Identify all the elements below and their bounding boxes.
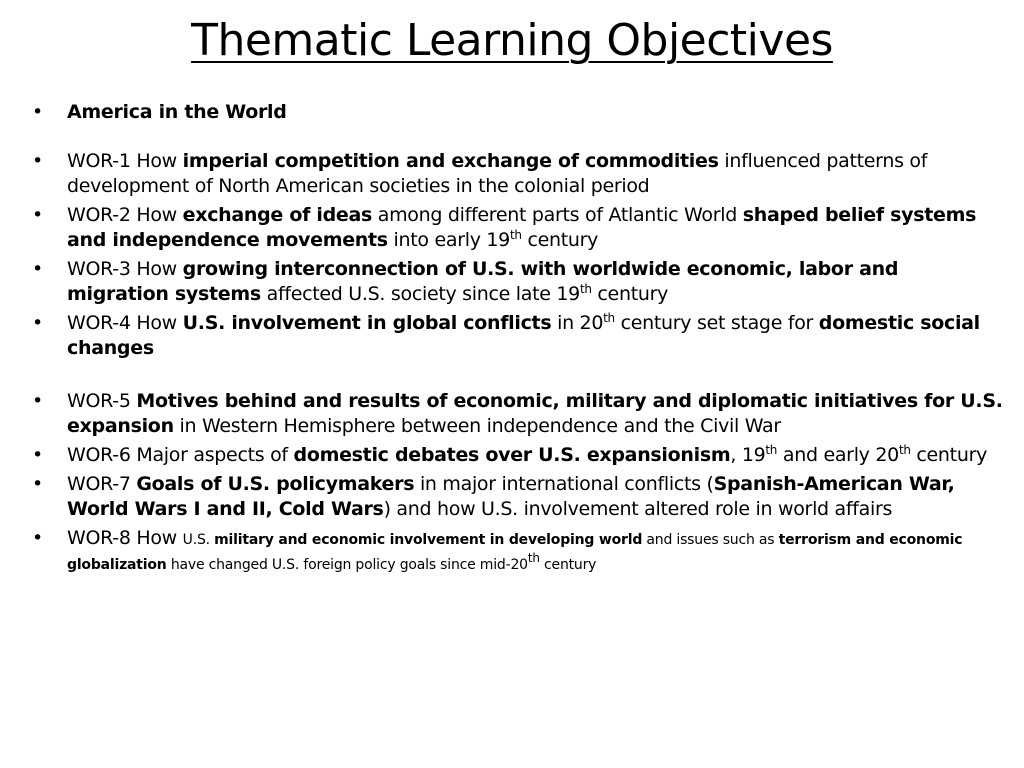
item-text	[67, 204, 976, 251]
list-item-wor-4	[32, 311, 1004, 361]
text-run: among different parts of Atlantic World	[372, 204, 743, 226]
bold-text: imperial competition and exchange of commodities	[182, 150, 719, 172]
item-text	[67, 101, 287, 123]
item-text	[67, 527, 962, 574]
text-run: in 20	[551, 312, 604, 334]
bold-text: growing interconnection of U.S. with worldwide economic, labor and migration systems	[67, 258, 899, 305]
text-run: WOR-6 Major aspects of	[67, 444, 294, 466]
list-item-wor-8	[32, 526, 1004, 576]
bold-text: shaped belief systems and independence movements	[67, 204, 977, 251]
bullet-icon: •	[32, 390, 43, 412]
text-run: century	[910, 444, 988, 466]
item-text	[67, 444, 987, 466]
superscript: th	[527, 551, 540, 565]
bold-text: domestic social changes	[67, 312, 980, 359]
bullet-icon: •	[32, 312, 43, 334]
bold-text: Goals of U.S. policymakers	[136, 473, 415, 495]
objectives-list	[32, 100, 1004, 580]
text-run: WOR-5	[67, 390, 137, 412]
bullet-icon: •	[32, 258, 43, 280]
list-item-heading	[32, 100, 1004, 125]
item-text	[67, 312, 980, 359]
text-run: century	[591, 283, 669, 305]
list-item-wor-3	[32, 257, 1004, 307]
text-run: influenced patterns of development of North American societies in the colonial period	[67, 150, 928, 197]
text-run: WOR-7	[67, 473, 137, 495]
item-text	[67, 390, 1003, 437]
list-item-wor-1	[32, 149, 1004, 199]
item-text	[67, 150, 927, 197]
text-run: and early 20	[777, 444, 899, 466]
text-run: century set stage for	[614, 312, 819, 334]
bold-text: Spanish-American War, World Wars I and II, Cold Wars	[67, 473, 955, 520]
text-run: in major international conflicts (	[414, 473, 714, 495]
text-run: WOR-4 How	[67, 312, 183, 334]
bullet-icon: •	[32, 204, 43, 226]
bold-text: military and economic involvement in developing world	[214, 532, 643, 548]
text-run: affected U.S. society since late 19	[260, 283, 580, 305]
bold-text: terrorism and economic globalization	[67, 532, 963, 573]
text-run: century	[521, 229, 599, 251]
bullet-icon: •	[32, 444, 43, 466]
bullet-icon: •	[32, 150, 43, 172]
list-item-wor-5	[32, 389, 1004, 439]
superscript: th	[579, 282, 592, 296]
text-run: have changed U.S. foreign policy goals since mid-20	[166, 557, 528, 573]
item-text	[67, 258, 898, 305]
text-run: WOR-3 How	[67, 258, 183, 280]
text-run: WOR-8 How	[67, 527, 183, 549]
bullet-icon: •	[32, 527, 43, 549]
list-item-wor-2	[32, 203, 1004, 253]
text-run: century	[539, 557, 597, 573]
bold-text: America in the World	[67, 101, 287, 123]
item-text	[67, 473, 955, 520]
slide-title: Thematic Learning Objectives	[191, 15, 833, 66]
text-run: WOR-1 How	[67, 150, 183, 172]
superscript: th	[509, 228, 522, 242]
text-run: ) and how U.S. involvement altered role in world affairs	[383, 498, 893, 520]
superscript: th	[765, 443, 778, 457]
bold-text: exchange of ideas	[182, 204, 373, 226]
text-run: U.S.	[182, 532, 215, 548]
superscript: th	[898, 443, 911, 457]
text-run: and issues such as	[642, 532, 779, 548]
text-run: into early 19	[387, 229, 510, 251]
bullet-icon: •	[32, 101, 43, 123]
list-item-wor-6	[32, 443, 1004, 468]
superscript: th	[603, 311, 615, 325]
bullet-icon: •	[32, 473, 43, 495]
text-run: , 19	[730, 444, 766, 466]
text-run: in Western Hemisphere between independence and the Civil War	[173, 415, 781, 437]
bold-text: U.S. involvement in global conflicts	[182, 312, 552, 334]
list-item-wor-7	[32, 472, 1004, 522]
bold-text: domestic debates over U.S. expansionism	[293, 444, 731, 466]
text-run: WOR-2 How	[67, 204, 183, 226]
bold-text: Motives behind and results of economic, military and diplomatic initiatives for U.S. expansion	[67, 390, 1003, 437]
